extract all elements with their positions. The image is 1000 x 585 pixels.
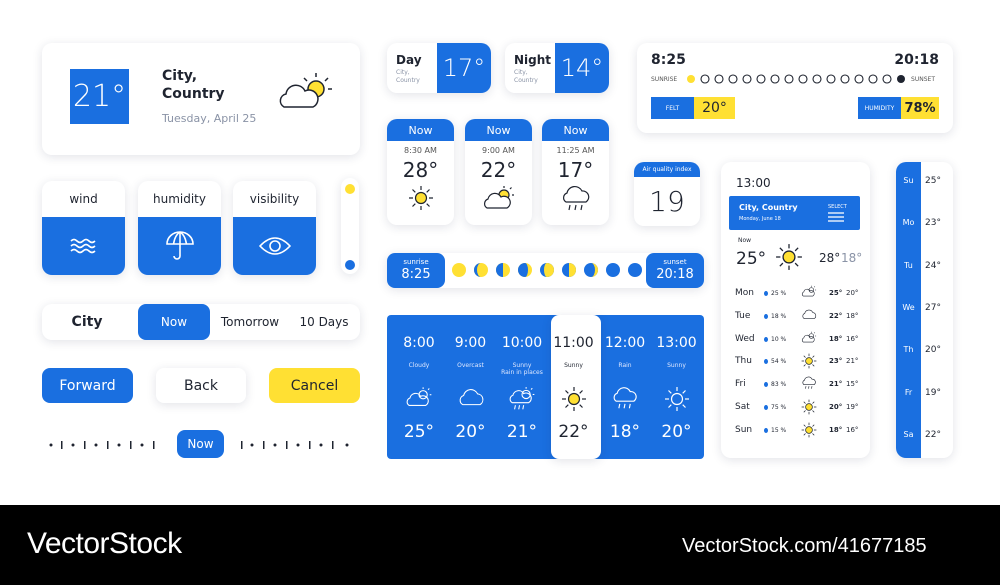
day-label: Day (396, 53, 422, 67)
weekly-time: 13:00 (736, 176, 771, 190)
drop-icon (764, 382, 768, 387)
weekly-row (721, 352, 870, 372)
sun-icon (801, 422, 817, 438)
cloud-icon (446, 386, 496, 412)
now-card-temp: 28° (402, 158, 439, 182)
sun-phase-bar (387, 253, 704, 288)
weekly-hi: 23° (829, 357, 843, 366)
vertical-day: Su (903, 176, 914, 185)
hourly-column[interactable] (497, 315, 547, 459)
cancel-button[interactable]: Cancel (269, 368, 360, 403)
weekly-pct: 75 % (771, 404, 787, 411)
vertical-day: Sa (903, 429, 914, 439)
weekly-pct: 15 % (771, 426, 787, 434)
sunset-box (646, 253, 704, 288)
vertical-week (896, 162, 953, 458)
sun-icon (801, 353, 817, 369)
humidity-value: 78% (901, 97, 939, 119)
hourly-temp: 18° (609, 422, 641, 442)
tab-city[interactable]: City (71, 314, 103, 330)
weekly-row (721, 330, 870, 350)
hourly-desc: Sunny (667, 362, 686, 369)
rain-icon (600, 386, 650, 412)
hourly-column[interactable] (549, 315, 599, 459)
sun-icon (775, 243, 803, 271)
night-label: Night (514, 53, 552, 67)
vertical-temp: 20° (925, 345, 941, 356)
rain-icon (801, 376, 817, 390)
sunset-time: 20:18 (656, 267, 694, 282)
vertical-day-row[interactable] (896, 176, 953, 190)
day-temp: 17° (437, 43, 491, 93)
weekly-day: Mon (735, 288, 754, 298)
now-card-head: Now (465, 119, 532, 141)
date-label: Tuesday, April 25 (162, 112, 257, 125)
now-card-head: Now (542, 119, 609, 141)
hourly-desc: Sunny Rain in places (501, 362, 543, 376)
drop-icon (764, 291, 768, 296)
weekly-lo: 20° (846, 289, 859, 297)
day-sub: City, Country (396, 69, 420, 84)
weekly-date: Monday, June 18 (739, 216, 781, 222)
weekly-card (721, 162, 870, 458)
partly-cloudy-icon (801, 285, 817, 298)
weekly-now-temp: 25° (736, 249, 767, 269)
footer-id: VectorStock.com/41677185 (682, 535, 927, 557)
weekly-hi: 22° (829, 311, 843, 320)
weekly-day: Sat (735, 402, 750, 412)
daylight-dots (685, 73, 907, 85)
hourly-column[interactable] (394, 315, 444, 459)
hourly-temp: 20° (455, 422, 486, 442)
vertical-day: We (902, 302, 915, 312)
back-button[interactable]: Back (156, 368, 246, 403)
hourly-column[interactable] (652, 315, 702, 459)
sunset-caption: SUNSET (911, 76, 935, 83)
hourly-temp: 21° (506, 422, 538, 442)
daylight-end: 20:18 (894, 52, 939, 68)
forward-button[interactable]: Forward (42, 368, 133, 403)
weekly-now: Now (738, 237, 752, 244)
time-scale (48, 438, 168, 452)
vertical-day-row[interactable] (896, 261, 953, 275)
weekly-hi: 18° (829, 334, 843, 343)
now-card-time: 8:30 AM (404, 146, 437, 155)
daylight-start: 8:25 (651, 52, 686, 68)
weekly-row (721, 421, 870, 441)
weekly-lo: 15° (846, 380, 859, 389)
sun-icon (801, 399, 817, 415)
main-weather-card (42, 43, 360, 155)
time-scale (238, 438, 358, 452)
tab-10-days[interactable]: 10 Days (299, 315, 349, 329)
weekly-row (721, 398, 870, 418)
weekly-day: Tue (735, 310, 751, 321)
hourly-time: 10:00 (501, 335, 543, 351)
menu-icon[interactable] (828, 212, 844, 222)
now-card (387, 119, 454, 225)
aqi-label: Air quality index (634, 162, 700, 177)
weekly-rows (721, 284, 870, 449)
umbrella-icon (165, 230, 195, 262)
tab-now[interactable]: Now (138, 304, 210, 340)
country-label: Country (162, 86, 225, 102)
now-card-head: Now (387, 119, 454, 141)
tab-tomorrow[interactable]: Tomorrow (220, 315, 280, 329)
day-card (387, 43, 491, 93)
drop-icon (764, 314, 768, 319)
hourly-time: 11:00 (553, 335, 594, 351)
felt-label: FELT (651, 97, 694, 119)
weekly-lo: 19° (846, 403, 859, 411)
hourly-time: 12:00 (604, 335, 646, 351)
vertical-week-rows (896, 162, 953, 458)
partly-cloudy-icon (801, 331, 817, 344)
partly-cloudy-icon (482, 185, 516, 211)
weekly-lo: 18° (846, 311, 859, 320)
rain-icon (560, 185, 592, 213)
city-label: City, (162, 68, 198, 84)
sunset-label: sunset (663, 258, 687, 266)
hourly-temp: 22° (558, 422, 589, 442)
location-select[interactable] (729, 196, 860, 230)
footer-banner (0, 505, 1000, 585)
vertical-day-row[interactable] (896, 430, 953, 444)
hourly-columns (387, 315, 704, 459)
now-slider-button[interactable]: Now (177, 430, 224, 458)
hourly-temp: 25° (403, 422, 435, 442)
hourly-column[interactable] (446, 315, 496, 459)
period-tabs (42, 304, 360, 340)
eye-icon (258, 235, 292, 257)
weekly-lo: 16° (846, 334, 859, 343)
main-temp: 21° (70, 69, 129, 124)
weekly-row (721, 284, 870, 304)
weekly-hi: 28° (819, 251, 841, 265)
vertical-temp: 22° (925, 429, 941, 440)
weekly-pct: 18 % (771, 312, 787, 320)
felt-value: 20° (694, 97, 735, 119)
air-quality-card (634, 162, 700, 226)
drop-icon (764, 337, 768, 342)
weekly-hi: 20° (829, 403, 843, 411)
vertical-temp: 24° (925, 260, 941, 271)
sun-icon (549, 386, 599, 412)
moon-phases (451, 262, 645, 278)
vertical-day-row[interactable] (896, 303, 953, 317)
sunrise-caption: SUNRISE (651, 76, 678, 83)
hourly-desc: Overcast (457, 362, 484, 369)
vertical-temp: 23° (925, 218, 941, 229)
weekly-hi: 21° (829, 380, 843, 389)
weekly-hi: 25° (829, 289, 843, 297)
vertical-day: Tu (904, 260, 913, 270)
weekly-row (721, 307, 870, 327)
sunrise-label: sunrise (403, 258, 429, 266)
vertical-day: Fr (904, 387, 913, 397)
weekly-city: City, Country (739, 203, 798, 212)
condition-visibility[interactable] (233, 181, 316, 275)
weekly-day: Sun (735, 424, 753, 435)
sun-icon (652, 386, 702, 412)
footer-brand: VectorStock (27, 527, 182, 560)
condition-label: humidity (153, 192, 206, 206)
sunrise-time: 8:25 (401, 267, 431, 282)
vertical-temp: 27° (925, 302, 941, 313)
weekly-lo: 16° (846, 425, 859, 434)
sun-icon (408, 185, 434, 211)
weekly-day: Thu (735, 356, 752, 367)
vertical-temp: 19° (925, 387, 941, 398)
condition-humidity[interactable] (138, 181, 221, 275)
condition-wind[interactable] (42, 181, 125, 275)
drop-icon (764, 428, 768, 433)
hourly-time: 8:00 (403, 335, 435, 351)
now-card-temp: 22° (480, 158, 517, 182)
hourly-temp: 20° (661, 422, 692, 442)
now-card-time: 9:00 AM (482, 146, 515, 155)
wave-icon (69, 236, 99, 256)
daylight-card (637, 43, 953, 133)
weekly-pct: 83 % (771, 381, 787, 389)
vertical-toggle[interactable] (341, 178, 359, 274)
hourly-column[interactable] (600, 315, 650, 459)
night-card (505, 43, 609, 93)
now-card-temp: 17° (557, 158, 594, 182)
sun-rain-icon (497, 386, 547, 412)
condition-label: visibility (249, 192, 300, 206)
vertical-temp: 25° (925, 176, 941, 186)
weekly-row (721, 375, 870, 395)
vertical-day: Th (903, 345, 914, 355)
sunrise-box (387, 253, 445, 288)
humidity-label: HUMIDITY (858, 97, 901, 119)
weekly-pct: 54 % (771, 358, 787, 366)
weekly-hi: 18° (829, 425, 843, 434)
weekly-pct: 10 % (771, 335, 787, 343)
hourly-time: 9:00 (454, 335, 487, 351)
weekly-lo: 21° (846, 357, 859, 366)
partly-cloudy-icon (276, 71, 338, 113)
vertical-day: Mo (902, 218, 915, 228)
night-temp: 14° (555, 43, 609, 93)
vertical-day-row[interactable] (896, 218, 953, 232)
weekly-day: Wed (735, 333, 755, 344)
now-card (465, 119, 532, 225)
weekly-lo: 18° (841, 251, 863, 265)
now-card-time: 11:25 AM (556, 146, 595, 155)
weekly-day: Fri (735, 379, 746, 390)
select-label: SELECT (828, 204, 847, 210)
drop-icon (764, 405, 768, 410)
partly-cloudy-icon (394, 386, 444, 412)
weekly-pct: 25 % (771, 290, 787, 297)
hourly-time: 13:00 (656, 335, 697, 351)
condition-label: wind (69, 192, 98, 206)
cloud-icon (801, 308, 817, 321)
vertical-day-row[interactable] (896, 345, 953, 359)
hourly-desc: Sunny (564, 362, 583, 369)
hourly-desc: Rain (618, 362, 632, 369)
now-card (542, 119, 609, 225)
night-sub: City, Country (514, 69, 538, 84)
aqi-value: 19 (649, 185, 685, 218)
vertical-day-row[interactable] (896, 388, 953, 402)
hourly-desc: Cloudy (408, 362, 430, 369)
drop-icon (764, 359, 768, 364)
